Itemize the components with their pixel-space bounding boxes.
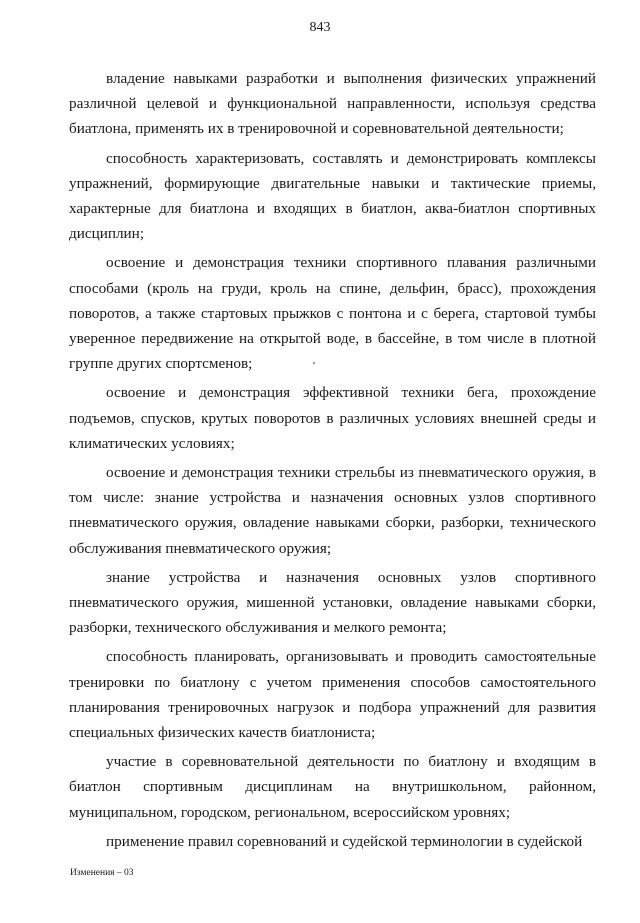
paragraph-competition-rules: применение правил соревнований и судейской терминологии в судейской (106, 832, 583, 850)
paragraph-shooting-technique: освоение и демонстрация техники стрельбы из пневматического оружия, в том числе: знание устройства и назначения основных узлов спортивного пневматического оружия, овладение навыками сборки, разборки, технического обслуживания пневматического оружия; (69, 464, 596, 557)
paragraph-skills-exercise-development: владение навыками разработки и выполнения физических упражнений различной целевой и функциональной направленности, используя средства биатлона, применять их в тренировочной и соревновательной деятельности; (69, 70, 596, 138)
document-body (69, 66, 596, 854)
paragraph-swimming-technique: освоение и демонстрация техники спортивного плавания различными способами (кроль на груди, кроль на спине, дельфин, брасс), прохождения поворотов, а также стартовых прыжков с понтона и с берега, стартовой тумбы уверенное передвижение на открытой воде, в бассейне, в том числе в плотной группе других спортсменов; (69, 254, 596, 373)
paragraph-training-planning: способность планировать, организовывать и проводить самостоятельные тренировки по биатлону с учетом применения способов самостоятельного планирования тренировочных нагрузок и подбора упражнений для развития специальных физических качеств биатлониста; (69, 648, 596, 742)
paragraph-exercise-complexes: способность характеризовать, составлять и демонстрировать комплексы упражнений, формирующие двигательные навыки и тактические приемы, характерные для биатлона и входящих в биатлон, аква-биатлон спортивных дисциплин; (69, 149, 596, 243)
revision-footer: Изменения – 03 (70, 868, 134, 878)
page-number: 843 (309, 20, 331, 35)
paragraph-competition-participation: участие в соревновательной деятельности по биатлону и входящим в биатлон спортивным дисциплинам на внутришкольном, районном, муниципальном, городском, региональном, всероссийском уровнях; (69, 753, 596, 821)
paragraph-weapon-knowledge: знание устройства и назначения основных узлов спортивного пневматического оружия, мишенной установки, овладение навыками сборки, разборки, технического обслуживания и мелкого ремонта; (69, 568, 596, 637)
scan-artifact (313, 362, 315, 364)
paragraph-running-technique: освоение и демонстрация эффективной техники бега, прохождение подъемов, спусков, крутых поворотов в различных условиях внешней среды и климатических условиях; (69, 384, 596, 452)
